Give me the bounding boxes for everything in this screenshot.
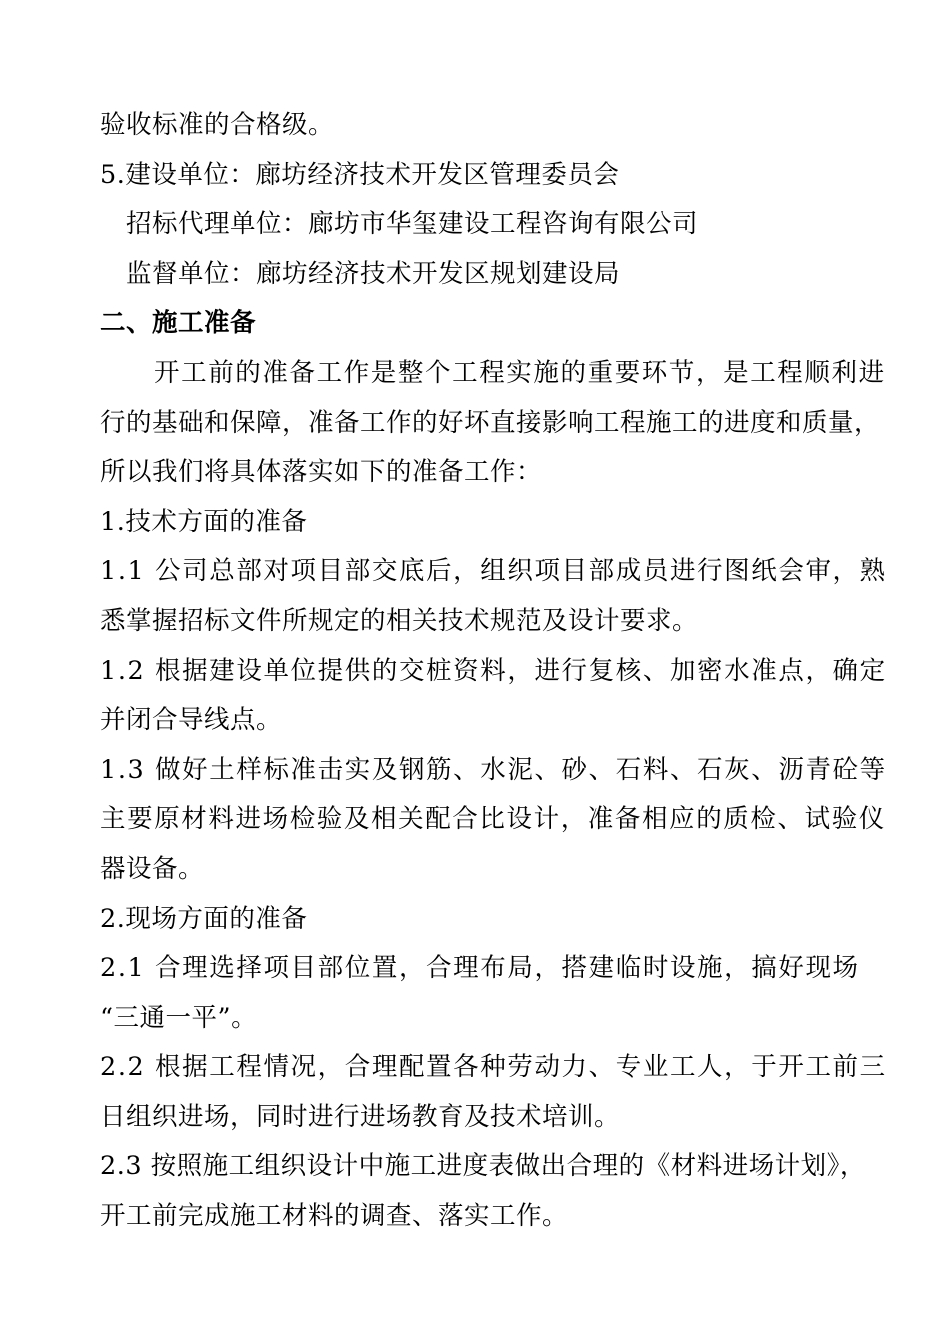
text-line: 2.1 合理选择项目部位置，合理布局，搭建临时设施，搞好现场 [100, 953, 860, 984]
text-line: 2.3 按照施工组织设计中施工进度表做出合理的《材料进场计划》， [100, 1151, 866, 1182]
text-line: 主要原材料进场检验及相关配合比设计，准备相应的质检、试验仪 [100, 804, 886, 835]
text-line: 5.建设单位：廊坊经济技术开发区管理委员会 [100, 159, 620, 190]
text-line: 器设备。 [100, 853, 205, 884]
text-line: 行的基础和保障，准备工作的好坏直接影响工程施工的进度和质量， [100, 407, 881, 438]
text-line: 1.3 做好土样标准击实及钢筋、水泥、砂、石料、石灰、沥青砼等 [100, 754, 887, 785]
text-line: 悉掌握招标文件所规定的相关技术规范及设计要求。 [100, 605, 699, 636]
text-line: 并闭合导线点。 [100, 705, 283, 736]
text-line: 开工前完成施工材料的调查、落实工作。 [100, 1201, 569, 1232]
document-page [100, 101, 890, 1242]
text-line: 1.1 公司总部对项目部交底后，组织项目部成员进行图纸会审，熟 [100, 556, 887, 587]
text-line: 开工前的准备工作是整个工程实施的重要环节，是工程顺利进 [154, 357, 886, 388]
text-line: 验收标准的合格级。 [100, 110, 335, 140]
text-line: 1.2 根据建设单位提供的交桩资料，进行复核、加密水准点，确定 [100, 655, 887, 686]
section-heading: 二、施工准备 [100, 308, 257, 339]
text-line: 2.现场方面的准备 [100, 903, 308, 934]
text-line: 2.2 根据工程情况，合理配置各种劳动力、专业工人，于开工前三 [100, 1052, 887, 1083]
text-line: 所以我们将具体落实如下的准备工作： [100, 457, 543, 488]
text-line: 1.技术方面的准备 [100, 506, 308, 537]
text-line: 日组织进场，同时进行进场教育及技术培训。 [100, 1101, 621, 1132]
text-line: 监督单位：廊坊经济技术开发区规划建设局 [126, 258, 621, 289]
text-line: 招标代理单位：廊坊市华玺建设工程咨询有限公司 [126, 209, 699, 240]
text-line: “三通一平”。 [100, 1002, 258, 1033]
